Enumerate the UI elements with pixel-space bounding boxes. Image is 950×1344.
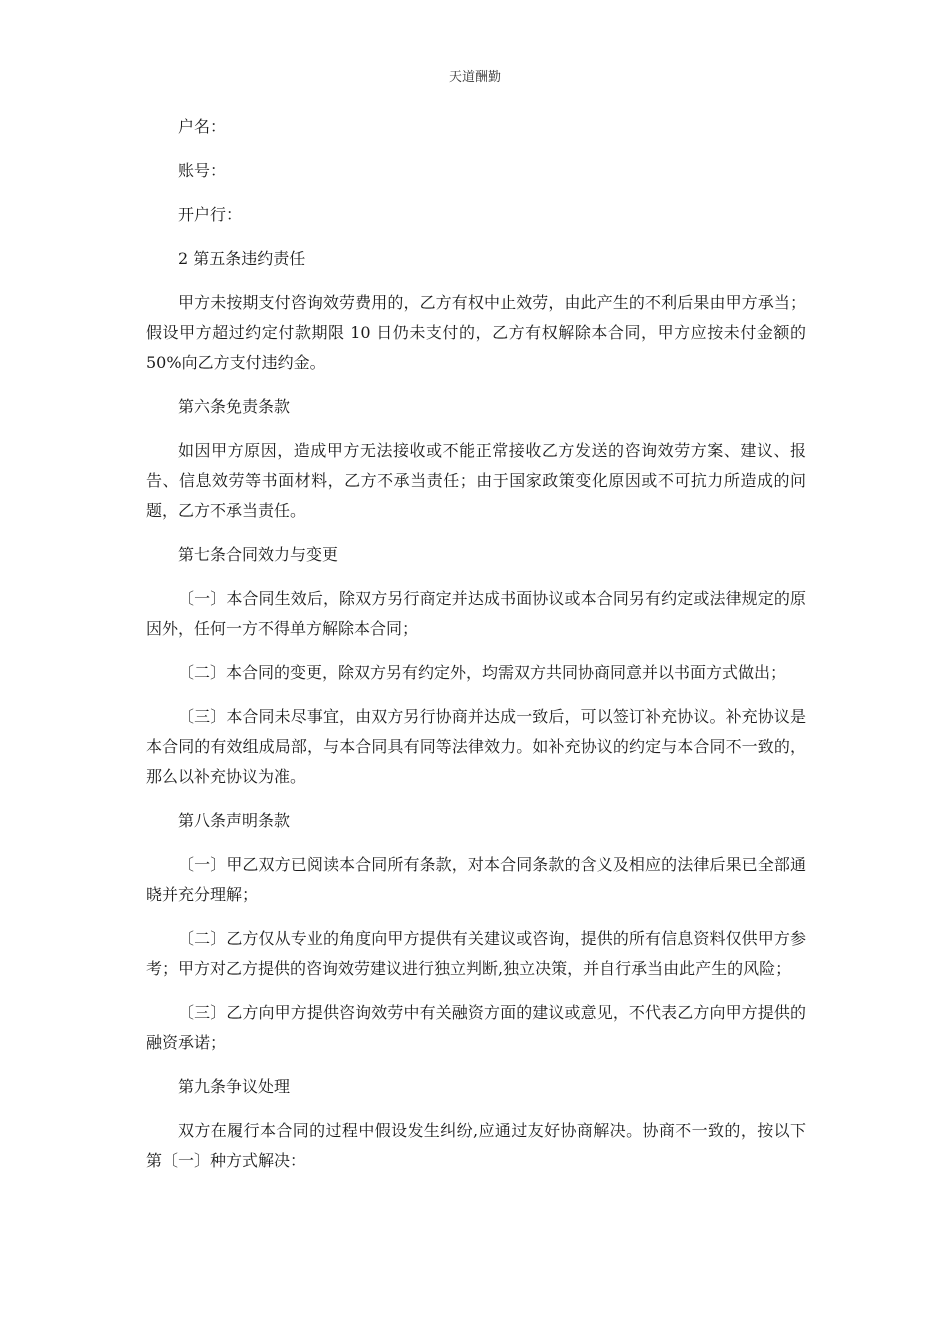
section-8-item-1: 〔一〕甲乙双方已阅读本合同所有条款，对本合同条款的含义及相应的法律后果已全部通晓并充分理解； — [146, 855, 806, 904]
section-7-item-3: 〔三〕本合同未尽事宜，由双方另行协商并达成一致后，可以签订补充协议。补充协议是本合同的有效组成局部，与本合同具有同等法律效力。如补充协议的约定与本合同不一致的，那么以补充协议为准。 — [146, 707, 806, 786]
section-7-item-1: 〔一〕本合同生效后，除双方另行商定并达成书面协议或本合同另有约定或法律规定的原因外，任何一方不得单方解除本合同； — [146, 589, 806, 638]
bank-field: 开户行： — [178, 205, 243, 224]
section-7-item-2: 〔二〕本合同的变更，除双方另有约定外，均需双方共同协商同意并以书面方式做出； — [178, 663, 787, 682]
section-9-paragraph: 双方在履行本合同的过程中假设发生纠纷,应通过友好协商解决。协商不一致的，按以下第〔一〕种方式解决： — [146, 1121, 806, 1170]
section-8-item-2: 〔二〕乙方仅从专业的角度向甲方提供有关建议或咨询，提供的所有信息资料仅供甲方参考；甲方对乙方提供的咨询效劳建议进行独立判断,独立决策，并自行承当由此产生的风险； — [146, 929, 806, 978]
account-number-field: 账号： — [178, 161, 227, 180]
section-5-heading: 2 第五条违约责任 — [178, 249, 306, 268]
section-6-paragraph: 如因甲方原因，造成甲方无法接收或不能正常接收乙方发送的咨询效劳方案、建议、报告、信息效劳等书面材料，乙方不承当责任；由于国家政策变化原因或不可抗力所造成的问题，乙方不承当责任。 — [146, 441, 806, 520]
section-8-item-3: 〔三〕乙方向甲方提供咨询效劳中有关融资方面的建议或意见，不代表乙方向甲方提供的融资承诺； — [146, 1003, 806, 1052]
document-body — [146, 112, 806, 1190]
page-header: 天道酬勤 — [448, 70, 501, 85]
section-8-heading: 第八条声明条款 — [178, 811, 291, 830]
section-6-heading: 第六条免责条款 — [178, 397, 291, 416]
account-name-field: 户名： — [178, 117, 227, 136]
section-7-heading: 第七条合同效力与变更 — [178, 545, 339, 564]
section-5-paragraph: 甲方未按期支付咨询效劳费用的，乙方有权中止效劳，由此产生的不利后果由甲方承当；假设甲方超过约定付款期限 10 日仍未支付的，乙方有权解除本合同，甲方应按未付金额的 50%向乙方支付违约金。 — [146, 293, 806, 372]
section-9-heading: 第九条争议处理 — [178, 1077, 291, 1096]
